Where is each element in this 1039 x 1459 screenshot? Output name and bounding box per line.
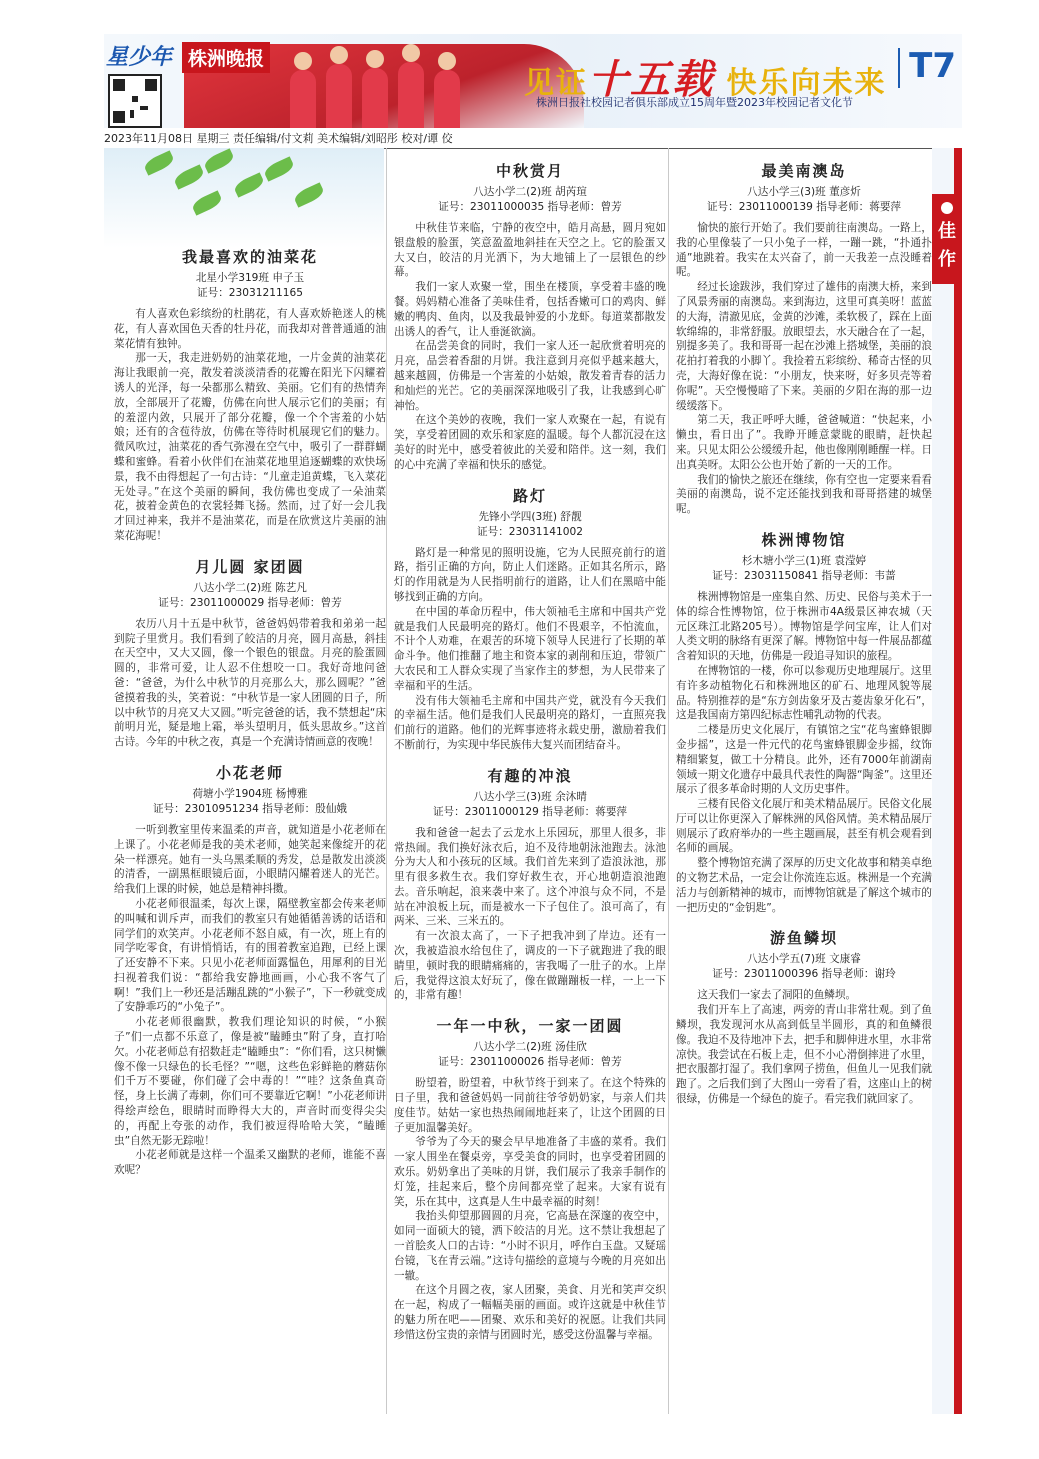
article <box>114 246 386 544</box>
article-cert: 证号：23010951234 指导老师：殷仙娥 <box>152 802 348 815</box>
article-author: 北星小学319班 申子玉 <box>195 272 305 284</box>
article-body: 愉快的旅行开始了。我们要前往南澳岛。一路上，我的心里像装了一只小兔子一样，一蹦一跳，“扑通扑通”地跳着。我实在太兴奋了，前一天我差一点没睡着呢。 经过长途跋涉，我们穿过了雄伟的南澳大桥，来到了风景秀丽的南澳岛。来到海边，这里可真美呀！蓝蓝的大海，清澈见底，金黄的沙滩，柔软极了，踩在上面软绵绵的，非常舒服。放眼望去，水天融合在了一起，别提多美了。我和哥哥一起在沙滩上搭城堡，美丽的浪花拍打着我的小脚丫。我捡着五彩缤纷、稀奇古怪的贝壳，大海好像在说：“小朋友，快来呀，好多贝壳等着你呢”。天空慢慢暗了下来。美丽的夕阳在海的那一边缓缓落下。 第二天，我正呼呼大睡，爸爸喊道：“快起来，小懒虫，看日出了”。我睁开睡意蒙眬的眼睛，赶快起来。只见太阳公公缓缓升起，他也像刚刚睡醒一样。日出真美呀。太阳公公也开始了新的一天的工作。 我们的愉快之旅还在继续，你有空也一定要来看看美丽的南澳岛，说不定还能找到我和哥哥搭建的城堡呢。 <box>676 222 932 516</box>
article-author: 八达小学五(7)班 文康睿 <box>747 953 861 966</box>
article-author: 荷塘小学1904班 杨博雅 <box>192 787 308 800</box>
article <box>114 762 386 1178</box>
article-cert: 证号：23031141002 <box>477 525 583 538</box>
article-title: 我最喜欢的油菜花 <box>181 248 318 266</box>
slogan: 见证十五载 快乐向未来 <box>524 56 887 103</box>
article-body: 株洲博物馆是一座集自然、历史、民俗与美术于一体的综合性博物馆，位于株洲市4A级景区神农城（天元区珠江北路205号）。博物馆是学问宝库，让人们对人类文明的脉络有更深了解。博物馆中每一件展品都蕴含着知识的天地，仿佛是一段追寻知识的旅程。 在博物馆的一楼，你可以参观历史地理展厅。这里有许多动植物化石和株洲地区的矿石、地理风貌等展品。特别推荐的是“东方剑齿象牙及古菱齿象牙化石”，这是我国南方第四纪标志性哺乳动物的代表。 二楼是历史文化展厅，有镇馆之宝“花鸟蜜蜂银脚金步摇”，这是一件元代的花鸟蜜蜂银脚金步摇，纹饰精细繁复，做工十分精良。此外，还有7000年前湖南领域一期文化遗存中最具代表性的陶器“陶釜”。这里还展示了很多革命时期的人文历史事件。 三楼有民俗文化展厅和美术精品展厅。民俗文化展厅可以让你更深入了解株洲的风俗风情。美术精品展厅则展示了政府举办的一些主题画展，甚至有机会观看到名师的画展。 整个博物馆充满了深厚的历史文化故事和精美卓绝的文物艺术品，一定会让你流连忘返。株洲是一个充满活力与创新精神的城市，而博物馆就是了解这个城市的一把历史的“金钥匙”。 <box>676 590 932 914</box>
logo-zhuzhou-evening: 株洲晚报 <box>182 42 270 73</box>
column-divider <box>386 148 387 1414</box>
dot-icon <box>941 202 953 214</box>
article <box>676 529 932 916</box>
article-cert: 证号：23011000139 指导老师：蒋要萍 <box>706 201 902 213</box>
masthead <box>104 34 962 128</box>
article-cert: 证号：23011000029 指导老师：曾芳 <box>158 596 342 609</box>
article-body: 这天我们一家去了洞阳的鱼鳞坝。 我们开车上了高速，两旁的青山非常壮观。到了鱼鳞坝，我发现河水从高到低呈半圆形，真的和鱼鳞很像。我迫不及待地冲下去，把手和脚伸进水里，水非常凉快。我尝试在石板上走，但不小心滑倒摔进了水里，把衣服都打湿了。我们拿网子捞鱼，但鱼儿一见我们就跑了。之后我们到了大图山一旁看了看，这座山上的树很绿，仿佛是一个绿色的旋子。看完我们就回家了。 <box>676 989 932 1106</box>
article <box>676 160 932 517</box>
article-cert: 证号：23011000035 指导老师：曾芳 <box>438 201 622 213</box>
page-number-divider <box>898 48 900 88</box>
article-cert: 证号：23011000396 指导老师：谢玲 <box>712 968 896 981</box>
article-body: 一听到教室里传来温柔的声音，就知道是小花老师在上课了。小花老师是我的美术老师，她笑起来像绽开的花朵一样漂亮。她有一头乌黑柔顺的秀发，总是散发出淡淡的清香，一副黑框眼镜后面，小眼睛闪耀着迷人的光芒。给我们上课的时候，她总是精神抖擞。 小花老师很温柔，每次上课，隔壁教室都会传来老师的叫喊和训斥声，而我们的教室只有她循循善诱的话语和同学们的欢笑声。小花老师不怒自威，有一次，班上有的同学吃零食，有讲悄悄话，有的围着教室追跑，已经上课了还安静不下来。只见小花老师面露愠色，用犀利的目光扫视着我们说：“都给我安静地画画，小心我不客气了啊！”我们上一秒还是活蹦乱跳的“小猴子”，下一秒就变成了安静乖巧的“小兔子”。 小花老师很幽默，教我们理论知识的时候，“小猴子”们一点都不乐意了，像是被“瞌睡虫”附了身，直打哈欠。小花老师总有招数赶走“瞌睡虫”：“你们看，这只树懒像不像一只绿色的长毛怪？”“嗯，这些色彩鲜艳的蘑菇你们千万不要碰，你们碰了会中毒的！”“哇？这条鱼真奇怪，身上长满了毒刺，你们可不要靠近它啊！”小花老师讲得绘声绘色，眼睛时而睁得大大的，声音时而变得尖尖的，再配上夸张的动作，我们被逗得哈哈大笑，“瞌睡虫”自然无影无踪啦！ 小花老师就是这样一个温柔又幽默的老师，谁能不喜欢呢？ <box>114 823 386 1177</box>
article-body: 农历八月十五是中秋节，爸爸妈妈带着我和弟弟一起到院子里赏月。我们看到了皎洁的月亮，圆月高悬，斜挂在天空中，又大又圆，像一个银色的银盘。月亮的脸蛋圆圆的，非常可爱，让人忍不住想咬一口。我好奇地问爸爸：“爸爸，为什么中秋节的月亮那么大，那么圆呢？”爸爸摸着我的头，笑着说：“中秋节是一家人团圆的日子，所以中秋节的月亮又大又圆。”听完爸爸的话，我不禁想起“床前明月光，疑是地上霜，举头望明月，低头思故乡。”这首古诗。今年的中秋之夜，真是一个充满诗情画意的夜晚！ <box>114 617 386 749</box>
article <box>394 1015 666 1342</box>
column-3 <box>676 160 932 1119</box>
article-title: 小花老师 <box>215 763 284 782</box>
article-author: 八达小学三(3)班 余沐晴 <box>473 790 587 803</box>
page-number: T7 <box>909 46 956 86</box>
article-cert: 证号：23031211165 <box>197 287 303 299</box>
article <box>394 485 666 753</box>
section-tag: 佳作 <box>932 194 962 284</box>
article-body: 路灯是一种常见的照明设施，它为人民照亮前行的道路，指引正确的方向，防止人们迷路。正如其名所示，路灯的作用就是为人民指明前行的道路，让人们在黑暗中能够找到正确的方向。 在中国的革命历程中，伟大领袖毛主席和中国共产党就是我们人民最明亮的路灯。他们不畏艰辛，不怕流血，不计个人劝难，在艰苦的环境下领导人民进行了长期的革命斗争。他们推翻了地主和资本家的剥削和压迫，带领广大农民和工人群众实现了当家作主的梦想，为人民带来了幸福和平的生活。 没有伟大领袖毛主席和中国共产党，就没有今天我们的幸福生活。他们是我们人民最明亮的路灯，一直照亮我们前行的道路。他们的光辉事迹将永载史册，激励着我们不断前行，为实现中华民族伟大复兴而团结奋斗。 <box>394 546 666 751</box>
article-title: 有趣的冲浪 <box>487 766 573 785</box>
article-title: 路灯 <box>512 486 547 505</box>
article-body: 我和爸爸一起去了云龙水上乐园玩，那里人很多，非常热闹。我们换好泳衣后，迫不及待地朝泳池跑去。泳池分为大人和小孩玩的区域。我们首先来到了造浪泳池，那里有很多救生衣。我们穿好救生衣，开心地朝造浪池跑去。音乐响起，浪来袭中来了。这个冲浪与众不同，不是站在冲浪板上玩，而是被水一下子包住了。浪可高了，有两米、三米、三米五的。 有一次浪太高了，一下子把我冲到了岸边。还有一次，我被造浪水给包住了，调皮的一下子就跑进了我的眼睛里，顿时我的眼睛痛痛的，害我喝了一肚子的水。上岸后，我觉得这浪太好玩了，像在做蹦蹦板一样，一上一下的，非常有趣！ <box>394 826 666 1002</box>
article-title: 株洲博物馆 <box>761 530 847 549</box>
article <box>114 556 386 750</box>
newspaper-page <box>104 34 962 1414</box>
article-author: 杉木塘小学三(1)班 袁滢婷 <box>741 554 867 567</box>
article-author: 八达小学二(2)班 陈艺凡 <box>193 581 307 594</box>
column-divider <box>668 148 669 1414</box>
article-title: 月儿圆 家团圆 <box>195 557 305 576</box>
children-photo <box>282 46 482 128</box>
article-title: 中秋赏月 <box>495 162 564 180</box>
article-title: 一年一中秋，一家一团圆 <box>436 1017 624 1036</box>
article-title: 最美南澳岛 <box>761 162 847 180</box>
content-area <box>104 148 962 1414</box>
article-cert: 证号：23011000129 指导老师：蒋要萍 <box>432 805 628 818</box>
article-author: 八达小学二(2)班 胡芮瑄 <box>473 186 587 198</box>
logo-star-youth: 星少年 <box>106 45 173 70</box>
article-body: 盼望着，盼望着，中秋节终于到来了。在这个特殊的日子里，我和爸爸妈妈一同前往爷爷奶奶家，与亲人们共度佳节。姑姑一家也热热闹闹地赶来了，让这个团圆的日子更加温馨美好。 爷爷为了今天的聚会早早地准备了丰盛的菜肴。我们一家人围坐在餐桌旁，享受美食的同时，也享受着团圆的欢乐。奶奶拿出了美味的月饼，我们展示了我亲手制作的灯笼，挂起来后，整个房间都亮堂了起来。大家有说有笑，乐在其中，这真是人生中最幸福的时刻！ 我抬头仰望那圆圆的月亮，它高悬在深邃的夜空中，如同一面硕大的镜，洒下皎洁的月光。这不禁让我想起了一首脍炙人口的古诗：“小时不识月，呼作白玉盘。又疑瑶台镜，飞在青云端。”这诗句描绘的意境与今晚的月亮如出一辙。 在这个月圆之夜，家人团聚，美食、月光和笑声交织在一起，构成了一幅幅美丽的画面。或许这就是中秋佳节的魅力所在吧——团聚、欢乐和美好的祝愿。让我们共同珍惜这份宝贵的亲情与团圆时光，感受这份温馨与幸福。 <box>394 1077 666 1341</box>
slogan-subtitle: 株洲日报社校园记者俱乐部成立15周年暨2023年校园记者文化节 <box>536 96 853 109</box>
article-body: 中秋佳节来临，宁静的夜空中，皓月高悬，圆月宛如银盘般的脸蛋，笑意盈盈地斜挂在天空之上。它的脸蛋又大又白，皎洁的月光洒下，为大地铺上了一层银色的纱幕。 我们一家人欢聚一堂，围坐在楼顶，享受着丰盛的晚餐。妈妈精心准备了美味佳肴，包括香嫩可口的鸡肉、鲜嫩的鸭肉、鱼肉，以及我最钟爱的小龙虾。每道菜都散发出诱人的香气，让人垂涎欲滴。 在品尝美食的同时，我们一家人还一起欣赏着明亮的月亮，品尝着香甜的月饼。我注意到月亮似乎越来越大，越来越圆，仿佛是一个害羞的小姑娘，散发着青春的活力和灿烂的光芒。它的美丽深深地吸引了我，让我感到心旷神怡。 在这个美妙的夜晚，我们一家人欢聚在一起，有说有笑，享受着团圆的欢乐和家庭的温暖。每个人都沉浸在这美好的时光中，感受着彼此的关爱和陪伴。这一刻，我们的心中充满了幸福和快乐的感觉。 <box>394 222 666 471</box>
qr-code-icon <box>108 74 162 128</box>
article <box>394 765 666 1004</box>
article-author: 八达小学二(2)班 汤佳欣 <box>473 1041 587 1054</box>
article <box>394 160 666 473</box>
article <box>676 927 932 1106</box>
article-author: 八达小学三(3)班 董彦炘 <box>747 186 861 198</box>
article-cert: 证号：23011000026 指导老师：曾芳 <box>438 1056 622 1069</box>
article-title: 游鱼鳞坝 <box>769 929 838 948</box>
dateline: 2023年11月08日 星期三 责任编辑/付文莉 美术编辑/刘昭彤 校对/谭 佼 <box>104 130 962 149</box>
article-author: 先锋小学四(3班) 舒靓 <box>478 510 582 523</box>
leaves-decoration <box>104 148 384 248</box>
column-1 <box>114 246 386 1190</box>
article-body: 有人喜欢色彩缤纷的杜鹃花，有人喜欢娇艳迷人的桃花，有人喜欢国色天香的牡丹花，而我却对普普通通的油菜花情有独钟。 那一天，我走进奶奶的油菜花地，一片金黄的油菜花海让我眼前一亮，散发着淡淡清香的花瓣在阳光下闪耀着诱人的光泽，每一朵都那么精致、美丽。它们有的热情奔放，全部展开了花瓣，仿佛在向世人展示它们的美丽；有的羞涩内敛，只展开了部分花瓣，像一个个害羞的小姑娘；还有的含苞待放，仿佛在等待时机展现它们的魅力。微风吹过，油菜花的香气弥漫在空气中，吸引了一群群蝴蝶和蜜蜂。看着小伙伴们在油菜花地里追逐蝴蝶的欢快场景，我不由得想起了一句古诗：“儿童走追黄蝶，飞入菜花无处寻。”在这个美丽的瞬间，我仿佛也变成了一朵油菜花，披着金黄色的衣裳轻舞飞扬。然而，过了好一会儿我才回过神来，我并不是油菜花，而是在欣赏这片美丽的油菜花海呢！ <box>114 308 386 542</box>
right-sidebar <box>932 148 962 1414</box>
column-2 <box>394 160 666 1355</box>
article-cert: 证号：23031150841 指导老师：韦蔷 <box>712 569 896 582</box>
